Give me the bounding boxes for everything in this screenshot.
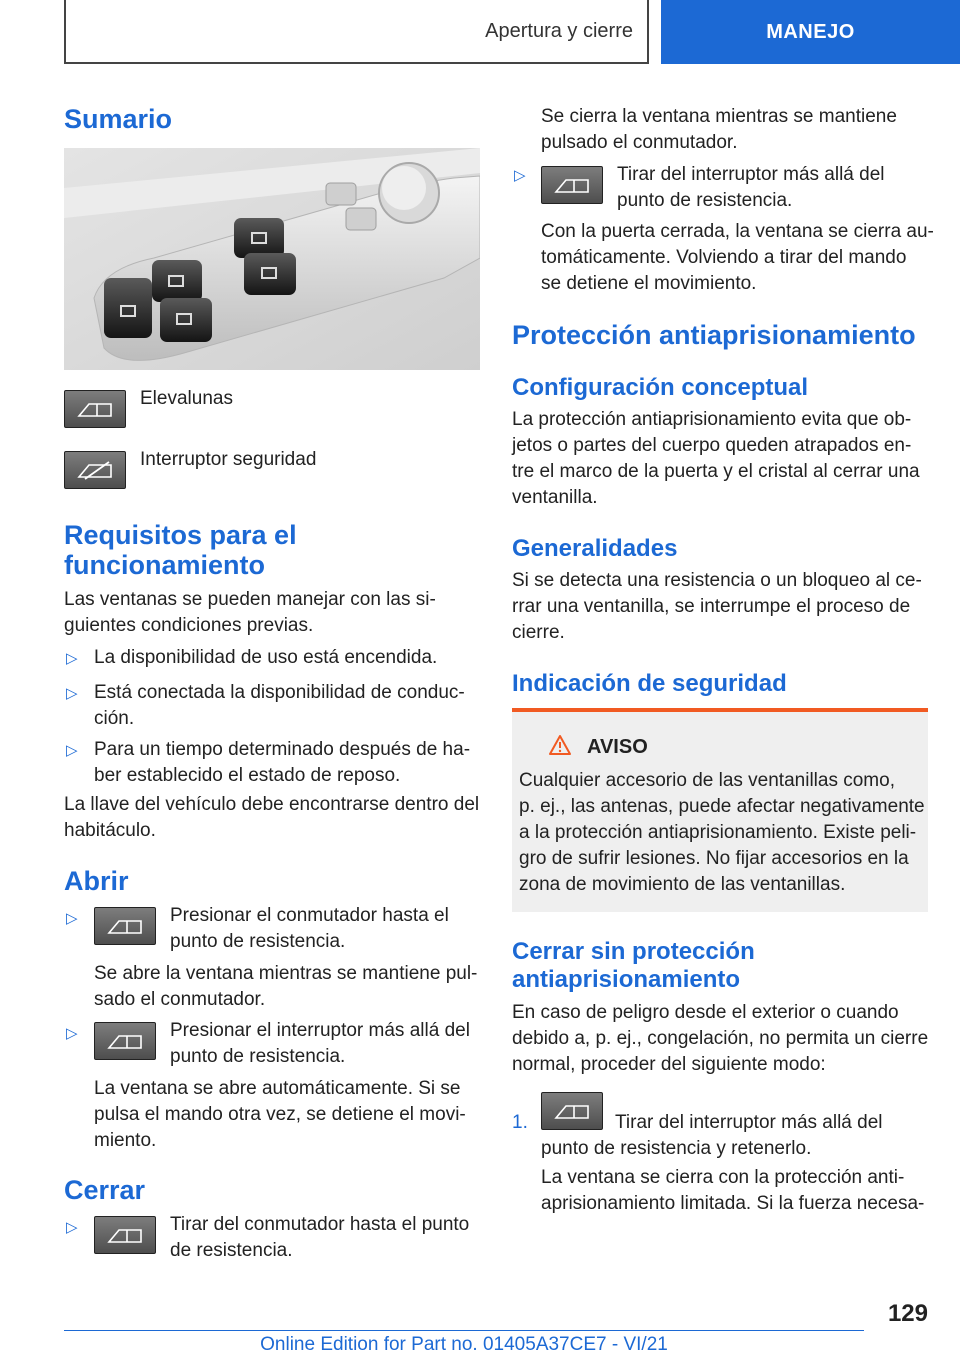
header-section-tab: [64, 0, 649, 64]
step-number: 1.: [512, 1112, 528, 1133]
header-chapter-tab: [661, 0, 960, 64]
req-bullet-3a: Para un tiempo determinado después de ha‐: [94, 739, 471, 760]
cerrar-symbol-1: [94, 1216, 156, 1254]
cerrar-b1-line2: de resistencia.: [170, 1240, 293, 1261]
bullet-icon: ▷: [66, 910, 78, 927]
cerrar-cont-line1: Se cierra la ventana mientras se mantiene: [541, 106, 897, 127]
req-intro-1: Las ventanas se pueden manejar con las si‐: [64, 589, 436, 610]
requisitos-title-line1: Requisitos para el: [64, 520, 297, 550]
cerrar-cont-line2: pulsado el conmutador.: [541, 132, 738, 153]
warn-line2: p. ej., las antenas, puede afectar negativamente: [519, 796, 925, 817]
warn-line3: a la protección antiaprisionamiento. Existe peli‐: [519, 822, 917, 843]
header-chapter: MANEJO: [766, 20, 855, 43]
conf-line4: ventanilla.: [512, 487, 598, 508]
label-elevalunas: Elevalunas: [140, 388, 233, 409]
label-interruptor: Interruptor seguridad: [140, 449, 317, 470]
page-number: 129: [887, 1300, 928, 1327]
req-bullet-2b: ción.: [94, 708, 135, 729]
interruptor-symbol: [64, 451, 126, 489]
footer-divider: [64, 1330, 864, 1331]
step-line4: aprisionamiento limitada. Si la fuerza necesa‐: [541, 1193, 925, 1214]
req-intro-2: guientes condiciones previas.: [64, 615, 314, 636]
gen-line2: rrar una ventanilla, se interrumpe el proceso de: [512, 596, 911, 617]
window-switch-icon: [552, 1100, 592, 1122]
abrir-b1-line3: Se abre la ventana mientras se mantiene pul‐: [94, 963, 478, 984]
window-switch-icon: [552, 174, 592, 196]
sin-line2: debido a, p. ej., congelación, no permita un cierre: [512, 1028, 929, 1049]
gen-line1: Si se detecta una resistencia o un bloqueo al ce‐: [512, 570, 922, 591]
abrir-b1-line2: punto de resistencia.: [170, 931, 346, 952]
footer-edition: Online Edition for Part no. 01405A37CE7 - VI/21: [260, 1334, 668, 1355]
conf-line1: La protección antiaprisionamiento evita que ob‐: [512, 409, 912, 430]
window-switch-photo: [64, 148, 480, 370]
configuracion-title: Configuración conceptual: [512, 374, 809, 401]
cerrar-b2-line4: tomáticamente. Volviendo a tirar del mando: [541, 247, 907, 268]
req-outro-2: habitáculo.: [64, 820, 156, 841]
abrir-symbol-2: [94, 1022, 156, 1060]
step-line1: Tirar del interruptor más allá del: [615, 1112, 883, 1133]
cerrar-b2-line3: Con la puerta cerrada, la ventana se cierra au‐: [541, 221, 934, 242]
cerrar-symbol-2: [541, 166, 603, 204]
conf-line2: jetos o partes del cuerpo queden atrapados en‐: [512, 435, 912, 456]
window-switch-icon: [105, 1030, 145, 1052]
generalidades-title: Generalidades: [512, 535, 678, 562]
abrir-b2-line1: Presionar el interruptor más allá del: [170, 1020, 470, 1041]
sin-line3: normal, proceder del siguiente modo:: [512, 1054, 826, 1075]
sin-line1: En caso de peligro desde el exterior o cuando: [512, 1002, 899, 1023]
cerrar-title: Cerrar: [64, 1175, 146, 1205]
abrir-symbol-1: [94, 907, 156, 945]
abrir-b1-line1: Presionar el conmutador hasta el: [170, 905, 449, 926]
warn-line4: gro de sufrir lesiones. No fijar accesorios en la: [519, 848, 909, 869]
window-switch-icon: [105, 1224, 145, 1246]
indicacion-title: Indicación de seguridad: [512, 670, 787, 697]
aviso-label: AVISO: [587, 736, 648, 758]
window-switch-icon: [75, 398, 115, 420]
abrir-title: Abrir: [64, 866, 129, 896]
abrir-b2-line5: miento.: [94, 1130, 157, 1151]
proteccion-title: Protección antiaprisionamiento: [512, 320, 916, 350]
cerrar-b2-line1: Tirar del interruptor más allá del: [617, 164, 885, 185]
step-line2: punto de resistencia y retenerlo.: [541, 1138, 812, 1159]
req-bullet-2a: Está conectada la disponibilidad de conduc‐: [94, 682, 465, 703]
warn-line5: zona de movimiento de las ventanillas.: [519, 874, 846, 895]
requisitos-title-line2: funcionamiento: [64, 550, 265, 580]
elevalunas-symbol: [64, 390, 126, 428]
bullet-icon: ▷: [66, 742, 78, 759]
abrir-b2-line3: La ventana se abre automáticamente. Si se: [94, 1078, 461, 1099]
warning-triangle-icon: [548, 734, 572, 761]
req-bullet-1: La disponibilidad de uso está encendida.: [94, 647, 438, 668]
step-symbol: [541, 1092, 603, 1130]
gen-line3: cierre.: [512, 622, 565, 643]
safety-switch-icon: [75, 459, 115, 481]
step-line3: La ventana se cierra con la protección anti‐: [541, 1167, 905, 1188]
window-switch-icon: [105, 915, 145, 937]
abrir-b1-line4: sado el conmutador.: [94, 989, 266, 1010]
cerrar-b2-line5: se detiene el movimiento.: [541, 273, 757, 294]
cerrar-b2-line2: punto de resistencia.: [617, 190, 793, 211]
cerrar-b1-line1: Tirar del conmutador hasta el punto: [170, 1214, 470, 1235]
conf-line3: tre el marco de la puerta y el cristal al cerrar una: [512, 461, 920, 482]
req-outro-1: La llave del vehículo debe encontrarse dentro del: [64, 794, 480, 815]
bullet-icon: ▷: [514, 167, 526, 184]
bullet-icon: ▷: [66, 685, 78, 702]
sumario-title: Sumario: [64, 104, 173, 134]
bullet-icon: ▷: [66, 650, 78, 667]
sin-proteccion-title-2: antiaprisionamiento: [512, 966, 741, 993]
abrir-b2-line2: punto de resistencia.: [170, 1046, 346, 1067]
sin-proteccion-title-1: Cerrar sin protección: [512, 938, 755, 965]
bullet-icon: ▷: [66, 1219, 78, 1236]
abrir-b2-line4: pulsa el mando otra vez, se detiene el movi‐: [94, 1104, 466, 1125]
header-section: Apertura y cierre: [485, 19, 633, 42]
req-bullet-3b: ber establecido el estado de reposo.: [94, 765, 401, 786]
warn-line1: Cualquier accesorio de las ventanillas como,: [519, 770, 895, 791]
bullet-icon: ▷: [66, 1025, 78, 1042]
